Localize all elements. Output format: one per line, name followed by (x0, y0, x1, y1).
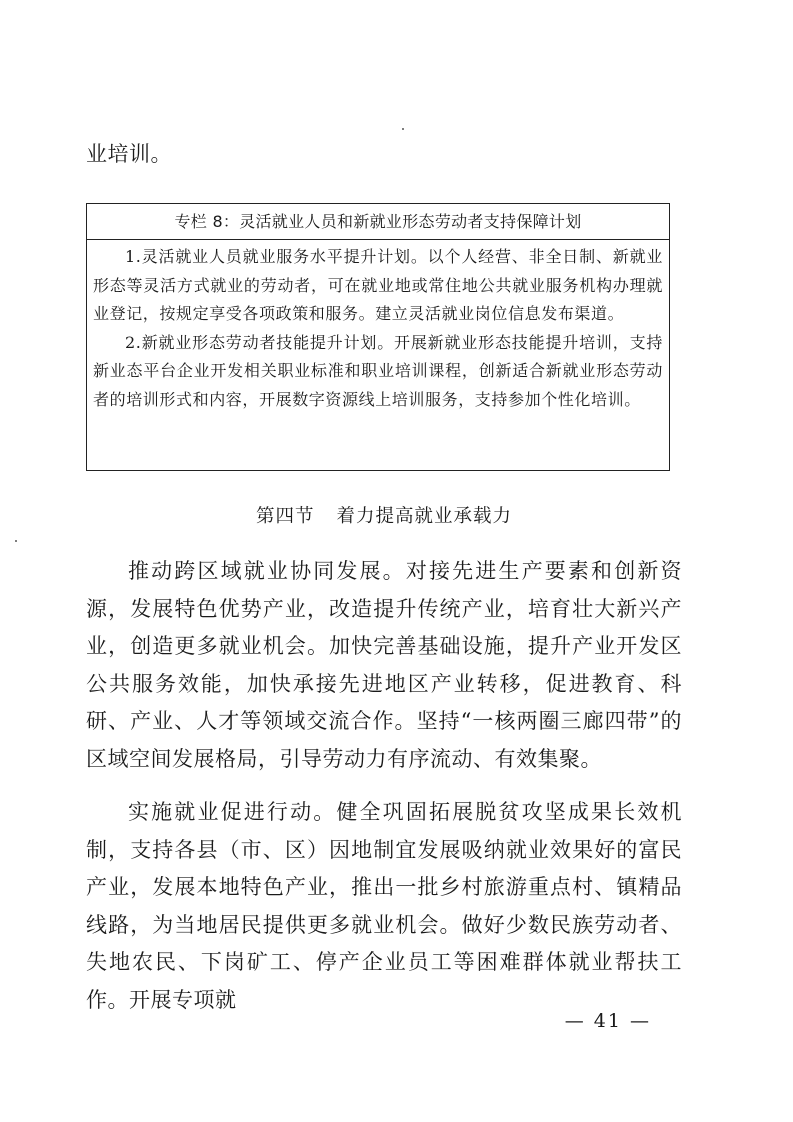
column-box-item: 1.灵活就业人员就业服务水平提升计划。以个人经营、非全日制、新就业形态等灵活方式就业的劳动者，可在就业地或常住地公共就业服务机构办理就业登记，按规定享受各项政策和服务。建立灵活就业岗位信息发布渠道。 (93, 247, 663, 323)
section-number: 第四节 (255, 506, 315, 527)
column-box (86, 203, 670, 471)
section-title: 着力提高就业承载力 (336, 506, 513, 527)
column-box-item: 2.新就业形态劳动者技能提升计划。开展新就业形态技能提升培训，支持新业态平台企业开发相关职业标准和职业培训课程，创新适合新就业形态劳动者的培训形式和内容，开展数字资源线上培训服务，支持参加个性化培训。 (93, 332, 663, 409)
scan-speck (402, 128, 404, 130)
column-box-body (87, 240, 669, 414)
column-box-title: 专栏 8：灵活就业人员和新就业形态劳动者支持保障计划 (87, 204, 669, 240)
body-paragraph: 实施就业促进行动。健全巩固拓展脱贫攻坚成果长效机制，支持各县（市、区）因地制宜发展吸纳就业效果好的富民产业，发展本地特色产业，推出一批乡村旅游重点村、镇精品线路，为当地居民提供更多就业机会。做好少数民族劳动者、失地农民、下岗矿工、停产企业员工等困难群体就业帮扶工作。开展专项就 (86, 800, 682, 1012)
continuation-text: 业培训。 (86, 142, 172, 166)
page-number: — 41 — (564, 1010, 651, 1032)
body-paragraph: 推动跨区域就业协同发展。对接先进生产要素和创新资源，发展特色优势产业，改造提升传统产业，培育壮大新兴产业，创造更多就业机会。加快完善基础设施，提升产业开发区公共服务效能，加快承接先进地区产业转移，促进教育、科研、产业、人才等领域交流合作。坚持“一核两圈三廊四带”的区域空间发展格局，引导劳动力有序流动、有效集聚。 (86, 559, 682, 771)
section-heading (86, 503, 682, 531)
scan-speck (15, 540, 17, 542)
